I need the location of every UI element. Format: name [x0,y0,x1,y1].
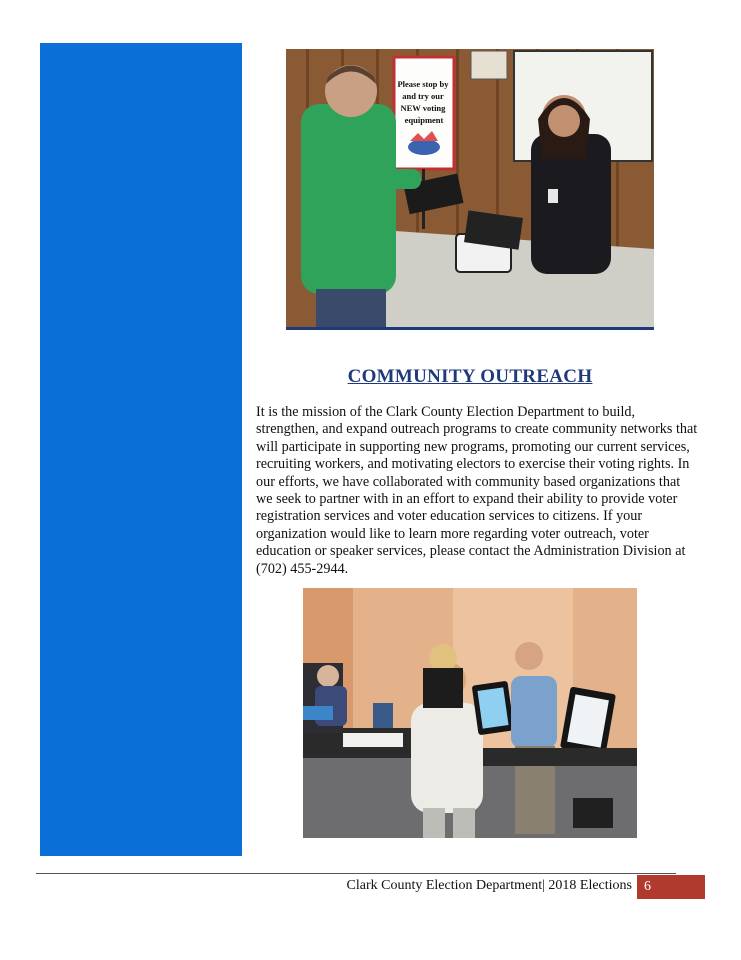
blue-sidebar [40,43,242,856]
sign-line: NEW voting [400,103,446,113]
sign-line: Please stop by [397,79,449,89]
sign-line: and try our [402,91,444,101]
section-body: It is the mission of the Clark County Election Department to build, strengthen, and expand outreach programs to create community networks that will participate in supporting new programs, promoting our current services, recruiting workers, and motivating electors to exercise their voting rights. In our efforts, we have collaborated with community based organizations that we seek to partner with in an effort to expand their ability to provide voter registration services and voter education services to citizens. If your organization would like to learn more regarding voter outreach, voter education or speaker services, please contact the Administration Division at (702) 455-2944. [256,404,698,577]
voting-equipment-demo-photo [286,49,654,327]
sign-line: equipment [404,115,444,125]
footer-title: Clark County Election Department| 2018 Elections [346,878,632,893]
section-heading: COMMUNITY OUTREACH [347,366,593,387]
page-number: 6 [637,875,705,899]
voters-at-machines-photo [303,588,637,838]
footer-rule [36,873,676,874]
photo-underline [286,327,654,330]
